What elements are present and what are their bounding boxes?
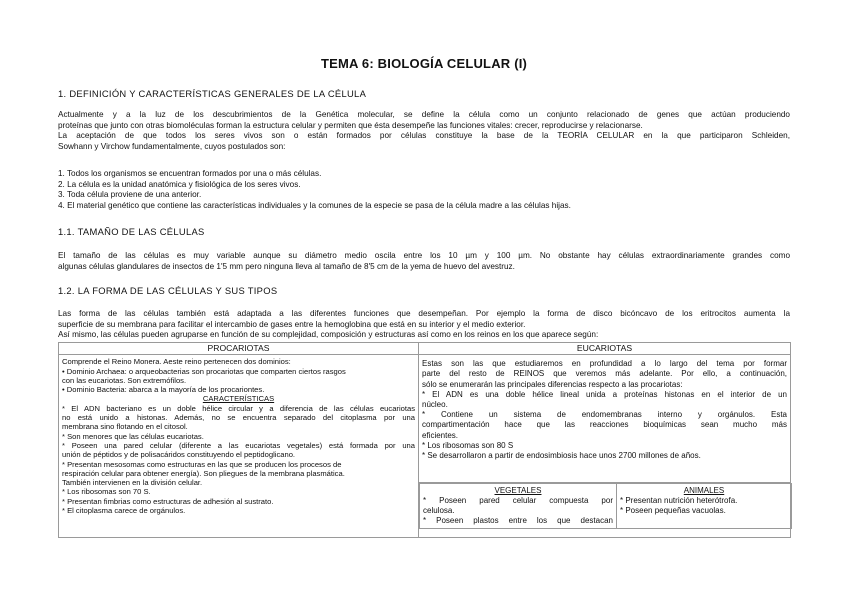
section-1-2-heading: 1.2. LA FORMA DE LAS CÉLULAS Y SUS TIPOS	[58, 285, 278, 296]
text-line: * Presentan fimbrias como estructuras de adhesión al sustrato.	[62, 496, 274, 506]
header-eucariotas: EUCARIOTAS	[419, 343, 791, 355]
text-line: • Dominio Bacteria: abarca a la mayoría de los procariontes.	[62, 385, 265, 395]
text-line: * Poseen pequeñas vacuolas.	[620, 505, 726, 515]
text-line: * Se desarrollaron a partir de endosimbiosis hace unos 2700 millones de años.	[422, 451, 701, 461]
text-line: * Contiene un sistema de endomembranas interno y orgánulos. Esta	[422, 410, 787, 420]
text-line: respiración celular para obtener energía). Son pliegues de la membrana plasmática.	[62, 468, 345, 478]
table-row	[59, 355, 791, 482]
text-line: • Dominio Archaea: o arqueobacterias son procariotas que comparten ciertos rasgos	[62, 366, 346, 376]
text-line: superficie de su membrana para facilitar el intercambio de gases entre la hemoglobina que está en su interior y el medio exterior.	[58, 319, 526, 329]
document-title: TEMA 6: BIOLOGÍA CELULAR (I)	[320, 56, 528, 71]
text-line: El tamaño de las células es muy variable aunque su diámetro medio oscila entre los 10 µm y 100 µm. No obstante hay células extraordinariamente grandes como	[58, 251, 790, 260]
text-line: * Los ribosomas son 80 S	[422, 440, 514, 450]
caracteristicas-subheading: CARACTERÍSTICAS	[202, 394, 275, 404]
list-item: 3. Toda célula proviene de una anterior.	[58, 190, 202, 200]
subtypes-table	[419, 483, 792, 530]
section-1-heading: 1. DEFINICIÓN Y CARACTERÍSTICAS GENERALES DE LA CÉLULA	[58, 88, 367, 99]
text-line: Las forma de las células también está adaptada a las diferentes funciones que desempeñan. Por ejemplo la forma de disco bicóncavo de los eritrocitos aumenta la	[58, 309, 790, 318]
text-line: compartimentación hace que las reacciones bioquímicas sean mucho más	[422, 420, 787, 430]
text-line: celulosa.	[423, 505, 455, 515]
text-line: * Son menores que las células eucariotas.	[62, 431, 204, 441]
section-1-1-paragraph	[58, 251, 790, 272]
text-line: * Presentan nutrición heterótrofa.	[620, 495, 738, 505]
procariotas-cell	[59, 355, 419, 538]
cell-types-table	[58, 342, 791, 538]
text-line: proteínas que junto con otras biomoléculas forman la estructura celular y permiten que ésta desempeñe las funciones vitales: crecer, reproducirse y relacionarse.	[58, 120, 643, 130]
section-1-1-heading: 1.1. TAMAÑO DE LAS CÉLULAS	[58, 226, 205, 237]
text-line: membrana sino flotando en el citosol.	[62, 422, 188, 432]
text-line: * El ADN bacteriano es un doble hélice circular y a diferencia de las células eucariotas	[62, 403, 415, 413]
vegetales-cell	[420, 483, 617, 529]
text-line: * El ADN es una doble hélice lineal unida a proteínas histonas en el interior de un	[422, 389, 787, 399]
text-line: algunas células glandulares de insectos de 1'5 mm pero ninguna lleva al tamaño de 8'5 cm de la yema de huevo del avestruz.	[58, 261, 515, 271]
section-1-2-paragraph	[58, 309, 790, 341]
text-line: * Presentan mesosomas como estructuras en las que se producen los procesos de	[62, 459, 342, 469]
text-line: Actualmente y a la luz de los descubrimientos de la Genética molecular, se define la célula como un conjunto relacionado de genes que actúan produciendo	[58, 110, 790, 119]
list-item: 1. Todos los organismos se encuentran formados por una o más células.	[58, 169, 322, 178]
text-line: núcleo.	[422, 400, 448, 410]
text-line: con las eucariotas. Son extremófilos.	[62, 375, 187, 385]
text-line: También intervienen en la división celular.	[62, 478, 203, 488]
text-line: eficientes.	[422, 430, 459, 440]
text-line: sólo se enumerarán las principales diferencias respecto a las procariotas:	[422, 379, 683, 389]
text-line: La aceptación de que todos los seres vivos son o están formados por células constituye la base de la TEORÍA CELULAR en la que participaron Schleiden,	[58, 131, 790, 141]
eucariotas-cell	[419, 355, 791, 482]
vegetales-heading: VEGETALES	[494, 485, 542, 495]
animales-heading: ANIMALES	[683, 485, 725, 495]
list-item: 2. La célula es la unidad anatómica y fisiológica de los seres vivos.	[58, 179, 301, 189]
table-header-row	[59, 343, 791, 355]
postulates-list	[58, 169, 790, 211]
text-line: * Poseen plastos entre los que destacan	[423, 516, 613, 526]
text-line: unión de péptidos y de polisacáridos constituyendo el peptidoglicano.	[62, 450, 296, 460]
text-line: Estas son las que estudiaremos en profundidad a lo largo del tema por formar	[422, 359, 787, 369]
text-line: Sowhann y Virchow fundamentalmente, cuyos postulados son:	[58, 141, 286, 151]
text-line: Así mismo, las células pueden agruparse en función de su complejidad, composición y estructuras así como en los reinos en los que aparece según:	[58, 330, 599, 340]
text-line: * El citoplasma carece de orgánulos.	[62, 506, 186, 516]
text-line: * Poseen pared celular compuesta por	[423, 495, 613, 505]
eucariotas-subtypes-cell	[419, 482, 791, 538]
list-item: 4. El material genético que contiene las características individuales y la comunes de la especie se pasa de la célula madre a las células hijas.	[58, 200, 571, 210]
text-line: * Poseen una pared celular (diferente a las eucariotas vegetales) está formada por una	[62, 440, 415, 450]
animales-cell	[617, 483, 792, 529]
text-line: parte del resto de REINOS que veremos más adelante. Por ello, a continuación,	[422, 369, 787, 379]
text-line: no está unido a histonas. Además, no se encuentra separado del citoplasma por una	[62, 413, 415, 423]
text-line: * Los ribosomas son 70 S.	[62, 487, 151, 497]
section-1-paragraph	[58, 110, 790, 152]
header-procariotas: PROCARIOTAS	[59, 343, 419, 355]
text-line: Comprende el Reino Monera. Aeste reino pertenecen dos dominios:	[62, 357, 291, 367]
